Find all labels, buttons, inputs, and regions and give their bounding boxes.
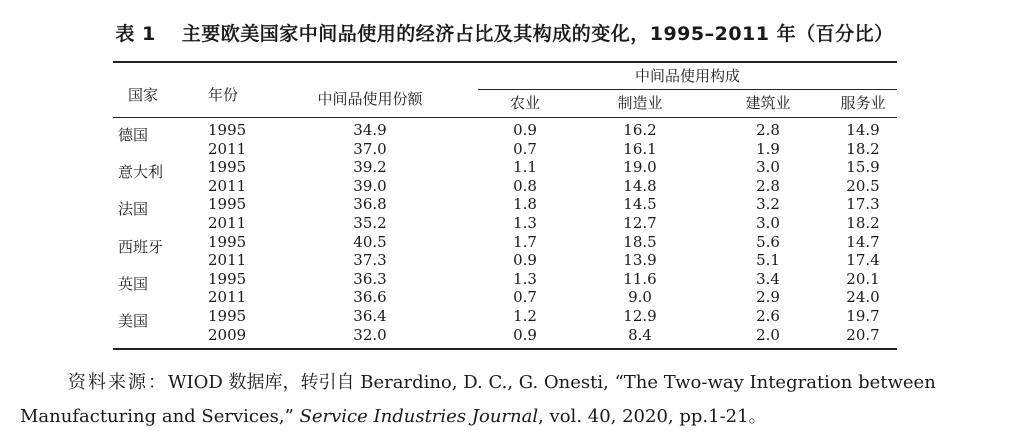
cell-services: 18.2 — [846, 214, 880, 232]
cell-services: 17.3 — [846, 195, 880, 214]
cell-manufacturing: 19.0 — [623, 158, 657, 177]
cell-year: 2009 — [208, 325, 247, 344]
cell-agriculture: 0.9 — [513, 121, 537, 139]
cell-manufacturing: 12.7 — [623, 214, 657, 232]
cell-share: 36.8 — [353, 195, 387, 214]
cell-share: 34.9 — [353, 121, 387, 139]
cell-share: 36.3 — [353, 269, 387, 288]
source-text: WIOD 数据库，转引自 Berardino, D. C., G. Onesti, “The Two-way Integration between Manufacturing and Services,” — [20, 372, 936, 427]
source-text-after: , vol. 40, 2020, pp.1-21。 — [538, 406, 767, 427]
cell-manufacturing: 9.0 — [628, 288, 652, 307]
cell-services: 24.0 — [846, 288, 880, 307]
cell-year: 1995 — [208, 269, 247, 288]
header-construction: 建筑业 — [745, 94, 791, 112]
cell-year: 1995 — [208, 121, 247, 139]
cell-construction: 2.6 — [756, 307, 780, 325]
header-usage-share: 中间品使用份额 — [317, 90, 423, 108]
cell-construction: 5.1 — [756, 251, 780, 270]
cell-construction: 2.9 — [756, 288, 780, 307]
cell-agriculture: 1.3 — [513, 269, 537, 288]
cell-share: 37.0 — [353, 139, 387, 158]
top-rule — [113, 61, 897, 63]
cell-agriculture: 0.9 — [513, 251, 537, 270]
cell-construction: 2.8 — [756, 121, 780, 139]
cell-manufacturing: 16.1 — [623, 139, 657, 158]
header-services: 服务业 — [840, 94, 886, 112]
composition-rule — [478, 89, 897, 90]
cell-services: 20.7 — [846, 325, 880, 344]
cell-share: 36.6 — [353, 288, 387, 307]
cell-manufacturing: 13.9 — [623, 251, 657, 270]
cell-share: 40.5 — [353, 232, 387, 251]
cell-services: 18.2 — [846, 139, 880, 158]
source-journal: Service Industries Journal — [299, 406, 539, 427]
cell-country: 德国 — [118, 126, 149, 144]
cell-share: 39.0 — [353, 176, 387, 195]
cell-construction: 2.8 — [756, 176, 780, 195]
table-title: 主要欧美国家中间品使用的经济占比及其构成的变化，1995–2011 年（百分比） — [181, 23, 894, 45]
cell-construction: 1.9 — [756, 139, 780, 158]
cell-year: 2011 — [208, 176, 247, 195]
cell-construction: 2.0 — [756, 325, 780, 344]
cell-share: 37.3 — [353, 251, 387, 270]
table-number: 表 1 — [115, 23, 156, 45]
cell-services: 14.9 — [846, 121, 880, 139]
cell-year: 1995 — [208, 232, 247, 251]
source-label: 资料来源： — [68, 372, 168, 393]
cell-share: 35.2 — [353, 214, 387, 232]
cell-country: 美国 — [118, 312, 149, 330]
cell-services: 15.9 — [846, 158, 880, 177]
cell-country: 西班牙 — [118, 237, 164, 256]
header-composition: 中间品使用构成 — [634, 67, 740, 85]
cell-share: 36.4 — [353, 307, 387, 325]
cell-services: 20.1 — [846, 269, 880, 288]
cell-construction: 3.0 — [756, 214, 780, 232]
cell-construction: 3.0 — [756, 158, 780, 177]
header-manufacturing: 制造业 — [617, 94, 663, 112]
header-agriculture: 农业 — [509, 94, 540, 112]
cell-agriculture: 1.8 — [513, 195, 537, 214]
cell-year: 2011 — [208, 139, 247, 158]
cell-manufacturing: 14.5 — [623, 195, 657, 214]
cell-year: 1995 — [208, 307, 247, 325]
cell-country: 英国 — [118, 274, 149, 293]
cell-construction: 3.2 — [756, 195, 780, 214]
cell-year: 2011 — [208, 214, 247, 232]
cell-agriculture: 1.3 — [513, 214, 537, 232]
cell-agriculture: 1.1 — [513, 158, 537, 177]
cell-manufacturing: 14.8 — [623, 176, 657, 195]
cell-share: 32.0 — [353, 325, 387, 344]
cell-year: 1995 — [208, 158, 247, 177]
source-note — [20, 366, 995, 434]
cell-manufacturing: 18.5 — [623, 232, 657, 251]
cell-year: 2011 — [208, 288, 247, 307]
cell-construction: 3.4 — [756, 269, 780, 288]
cell-agriculture: 0.7 — [513, 288, 537, 307]
cell-agriculture: 0.9 — [513, 325, 537, 344]
cell-share: 39.2 — [353, 158, 387, 177]
cell-services: 14.7 — [846, 232, 880, 251]
cell-services: 19.7 — [846, 307, 880, 325]
cell-year: 2011 — [208, 251, 247, 270]
cell-country: 意大利 — [118, 163, 164, 182]
header-country: 国家 — [128, 86, 159, 104]
cell-year: 1995 — [208, 195, 247, 214]
cell-agriculture: 0.8 — [513, 176, 537, 195]
cell-agriculture: 1.7 — [513, 232, 537, 251]
cell-manufacturing: 8.4 — [628, 325, 652, 344]
cell-country: 法国 — [118, 200, 149, 219]
cell-agriculture: 1.2 — [513, 307, 537, 325]
table-caption — [0, 19, 1009, 46]
cell-agriculture: 0.7 — [513, 139, 537, 158]
cell-manufacturing: 16.2 — [623, 121, 657, 139]
cell-services: 20.5 — [846, 176, 880, 195]
cell-construction: 5.6 — [756, 232, 780, 251]
cell-services: 17.4 — [846, 251, 880, 270]
header-rule — [113, 117, 897, 118]
bottom-rule — [113, 348, 897, 350]
header-year: 年份 — [208, 86, 239, 104]
cell-manufacturing: 12.9 — [623, 307, 657, 325]
cell-manufacturing: 11.6 — [623, 269, 657, 288]
